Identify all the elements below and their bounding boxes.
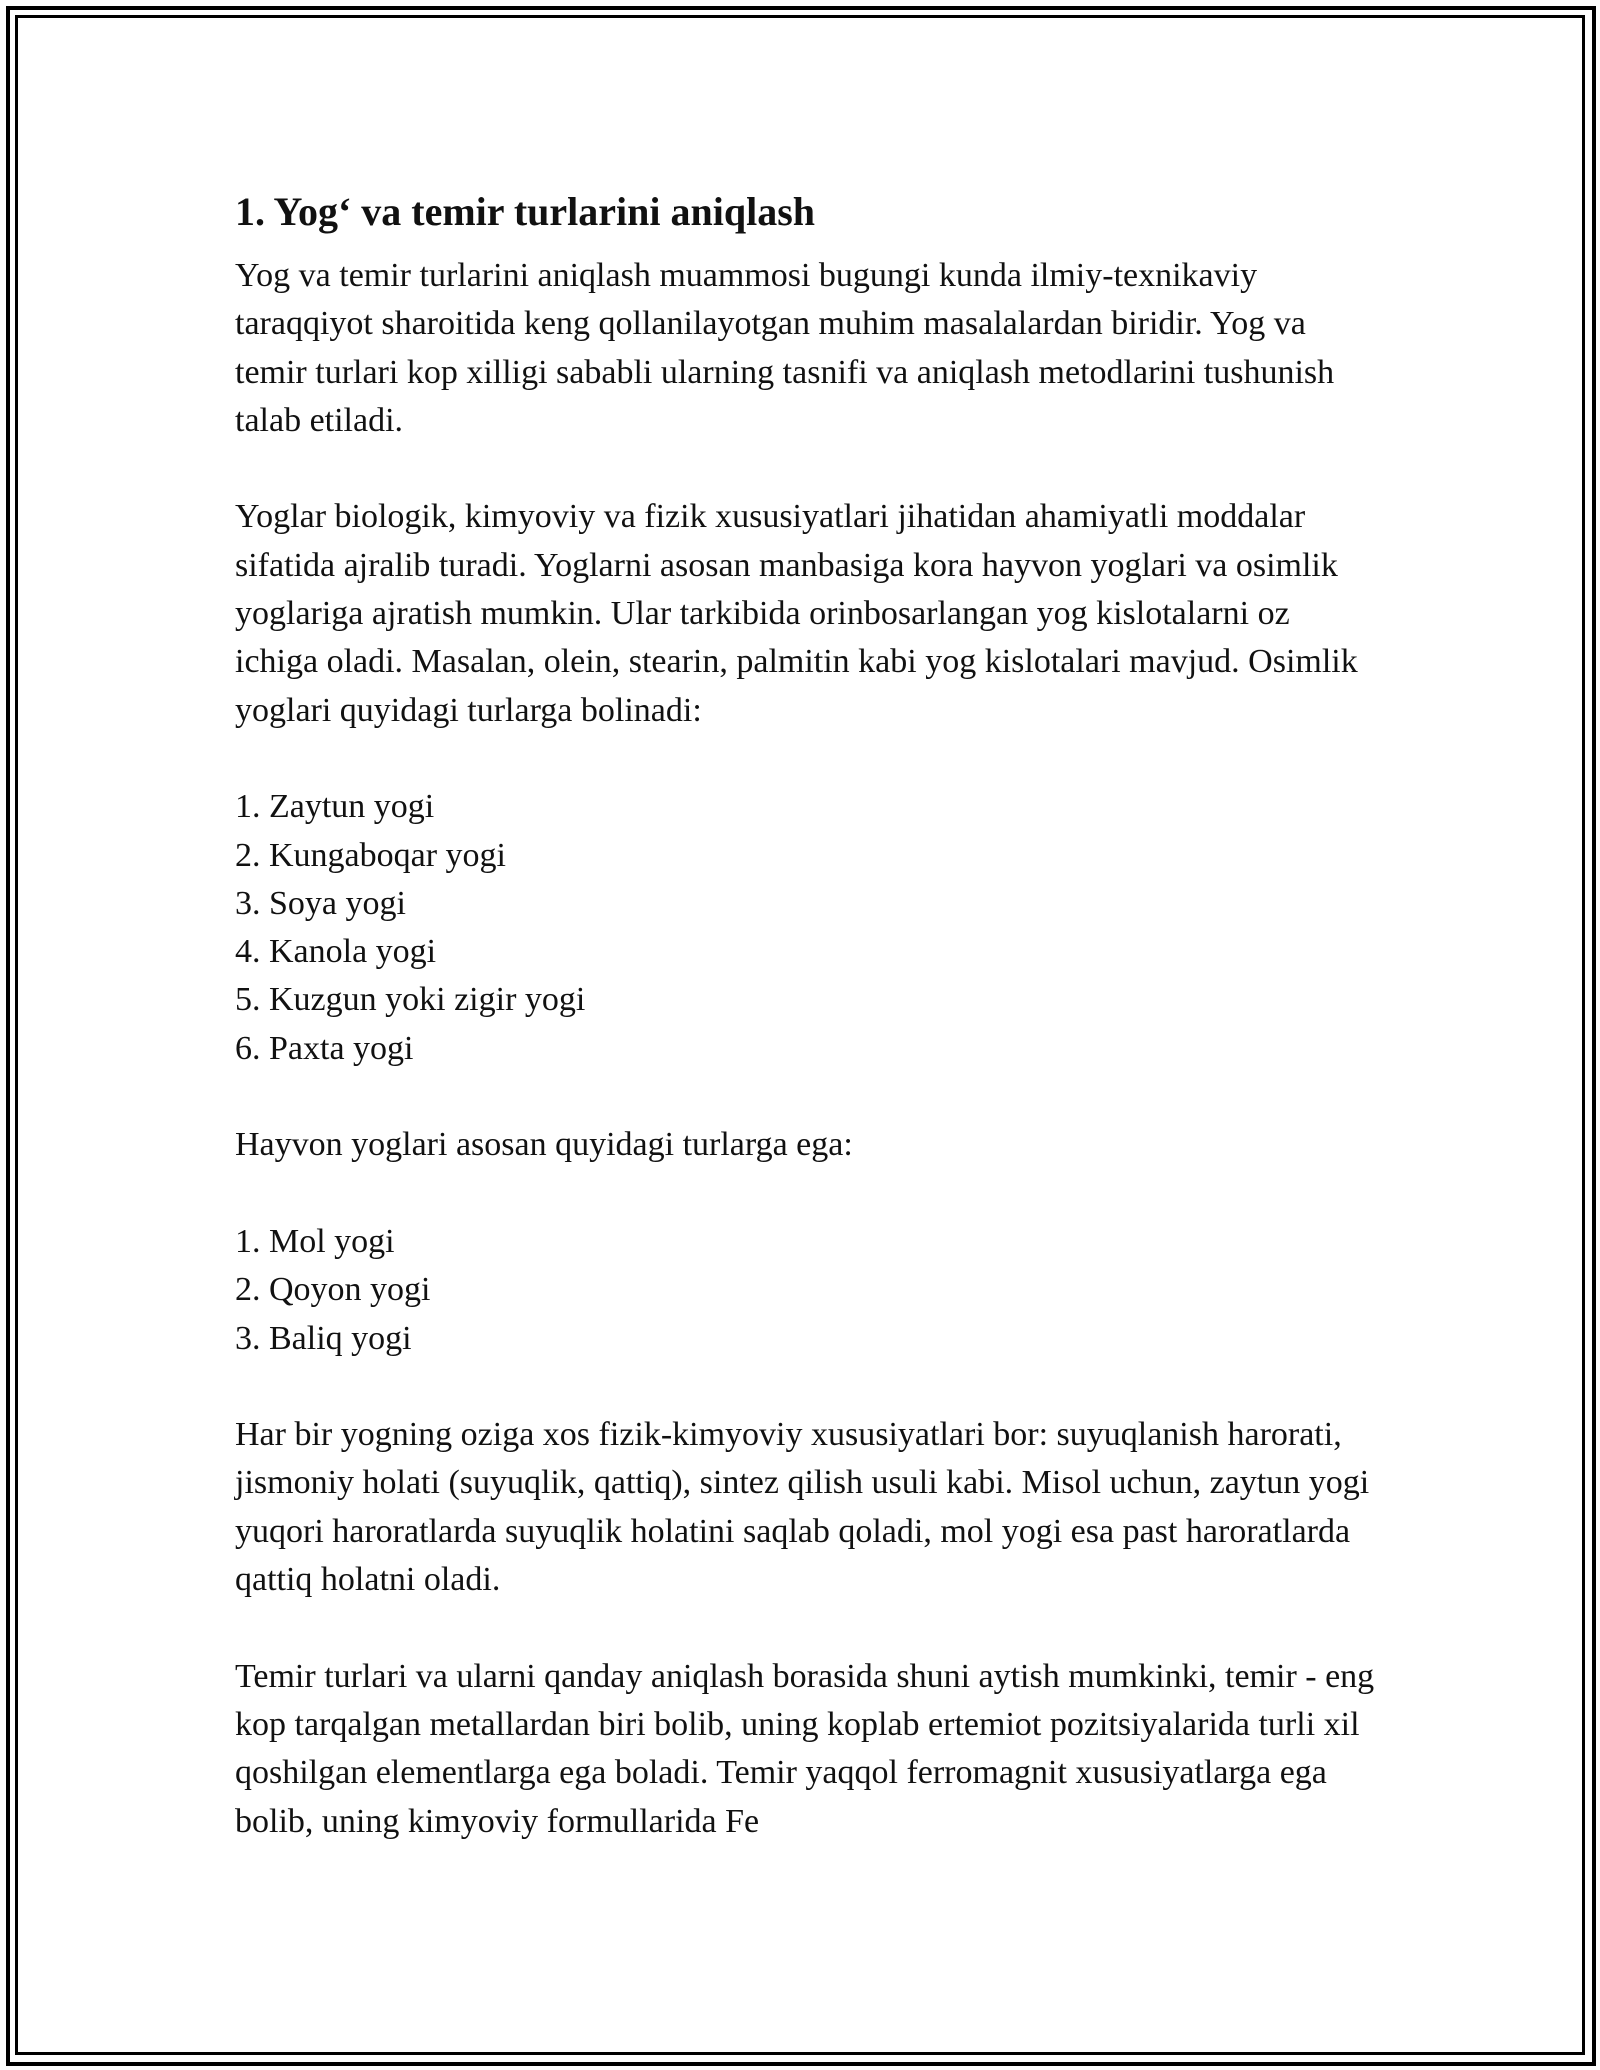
list-item: 6. Paxta yogi — [235, 1029, 414, 1067]
properties-paragraph: Har bir yogning oziga xos fizik-kimyoviy xususiyatlari bor: suyuqlanish harorati, jismoniy holati (suyuqlik, qattiq), sintez qilish usuli kabi. Misol uchun, zaytun yogi yuqori haroratlarda suyuqlik holatini saqlab qoladi, mol yogi esa past haroratlarda qattiq holatni oladi. — [235, 1416, 1370, 1599]
list-item: 4. Kanola yogi — [235, 933, 437, 971]
list-item: 1. Zaytun yogi — [235, 788, 435, 826]
oils-paragraph: Yoglar biologik, kimyoviy va fizik xususiyatlari jihatidan ahamiyatli moddalar sifatida ajralib turadi. Yoglarni asosan manbasiga kora hayvon yoglari va osimlik yoglariga ajratish mumkin. Ular tarkibida orinbosarlangan yog kislotalarni oz ichiga oladi. Masalan, olein, stearin, palmitin kabi yog kislotalari mavjud. Osimlik yoglari quyidagi turlarga bolinadi: — [235, 498, 1358, 729]
list-item: 5. Kuzgun yoki zigir yogi — [235, 981, 586, 1019]
list-item: 3. Baliq yogi — [235, 1319, 412, 1357]
list-item: 2. Qoyon yogi — [235, 1271, 431, 1309]
plant-oils-list — [235, 783, 1375, 1073]
intro-paragraph: Yog va temir turlarini aniqlash muammosi bugungi kunda ilmiy-texnikaviy taraqqiyot sharoitida keng qollanilayotgan muhim masalalardan biridir. Yog va temir turlari kop xilligi sababli ularning tasnifi va aniqlash metodlarini tushunish talab etiladi. — [235, 257, 1335, 439]
animal-fats-intro: Hayvon yoglari asosan quyidagi turlarga ega: — [235, 1126, 853, 1164]
iron-paragraph: Temir turlari va ularni qanday aniqlash borasida shuni aytish mumkinki, temir - eng kop tarqalgan metallardan biri bolib, uning koplab ertemiot pozitsiyalarida turli xil qoshilgan elementlarga ega boladi. Temir yaqqol ferromagnit xususiyatlarga ega bolib, uning kimyoviy formullarida Fe — [235, 1657, 1375, 1840]
list-item: 3. Soya yogi — [235, 884, 406, 922]
list-item: 1. Mol yogi — [235, 1222, 395, 1260]
list-item: 2. Kungaboqar yogi — [235, 836, 507, 874]
document-body — [235, 180, 1375, 1894]
animal-fats-list — [235, 1218, 1375, 1363]
section-title: 1. Yog‘ va temir turlarini aniqlash — [235, 189, 816, 234]
